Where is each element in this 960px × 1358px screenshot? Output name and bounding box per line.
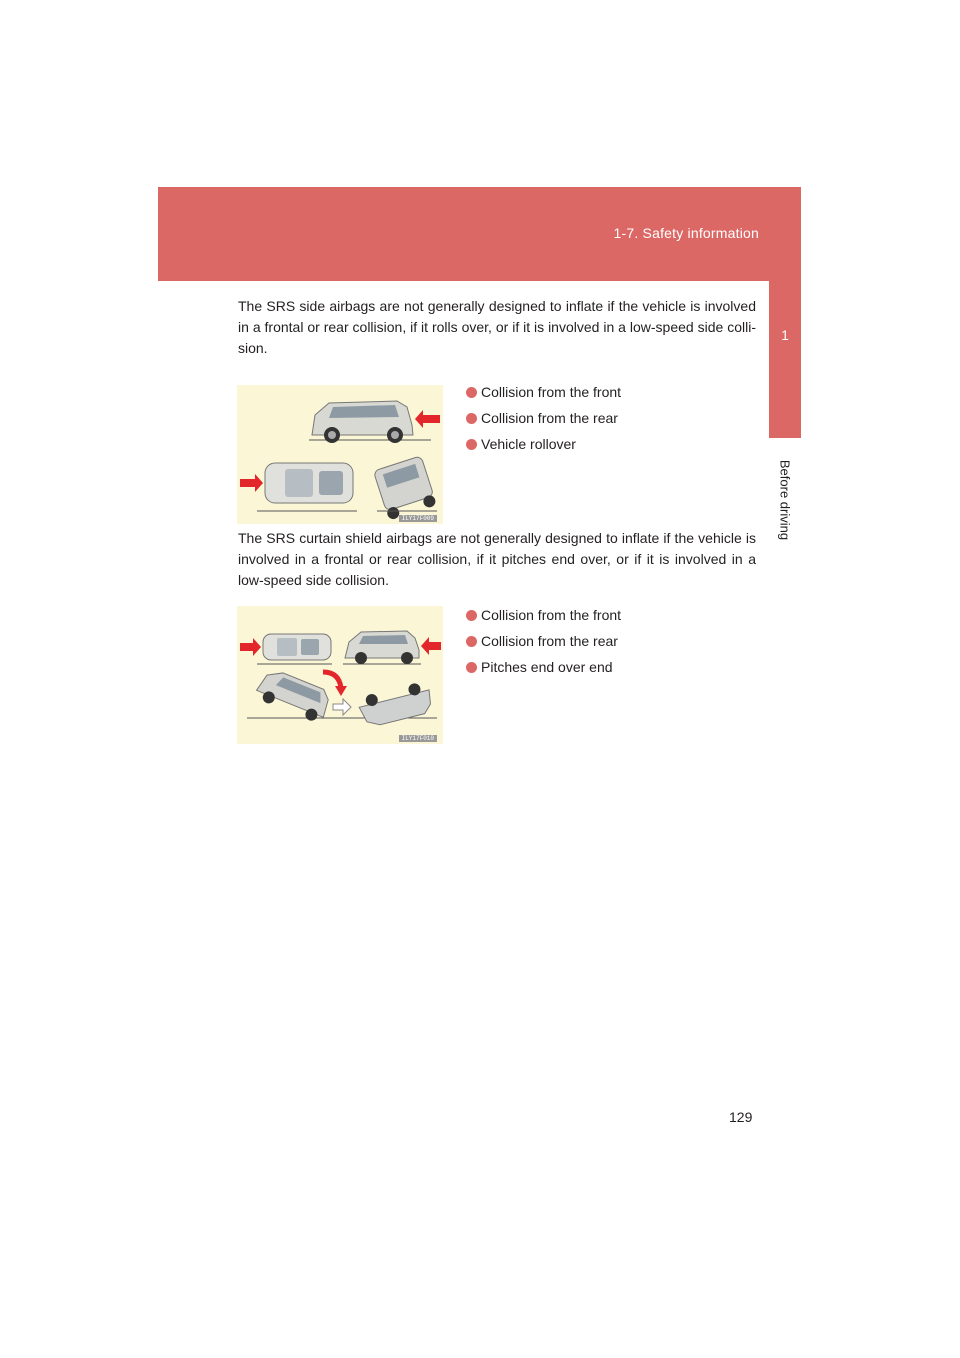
curtain-airbag-bullet-list xyxy=(466,602,621,680)
list-item-text: Collision from the front xyxy=(481,607,622,623)
curtain-airbag-paragraph: The SRS curtain shield airbags are not generally designed to inflate if the vehicle is involved in a frontal or rear collision, if it pitches end over, or if it is involved in a low-speed side collision. xyxy=(238,530,756,588)
bullet-icon xyxy=(466,439,477,450)
list-item-text: Collision from the front xyxy=(481,384,622,400)
list-item-text: Pitches end over end xyxy=(481,659,613,675)
chapter-label: Before driving xyxy=(777,459,793,541)
illustration-code: ILY17F009 xyxy=(399,515,437,522)
list-item xyxy=(466,602,621,628)
section-title: 1-7. Safety information xyxy=(613,225,759,241)
page-number: 129 xyxy=(729,1109,753,1125)
list-item xyxy=(466,628,621,654)
side-airbag-illustration xyxy=(237,385,443,524)
list-item xyxy=(466,379,621,405)
side-airbag-paragraph: The SRS side airbags are not generally designed to inflate if the vehicle is involved in a frontal or rear collision, if it rolls over, or if it is involved in a low-speed side colli-sion. xyxy=(238,298,756,356)
chapter-number: 1 xyxy=(781,327,789,343)
curtain-airbag-illustration xyxy=(237,606,443,744)
list-item xyxy=(466,431,621,457)
bullet-icon xyxy=(466,636,477,647)
list-item xyxy=(466,405,621,431)
list-item-text: Collision from the rear xyxy=(481,410,618,426)
side-airbag-illustration-drawing xyxy=(237,385,443,524)
list-item-text: Collision from the rear xyxy=(481,633,618,649)
bullet-icon xyxy=(466,413,477,424)
list-item-text: Vehicle rollover xyxy=(481,436,576,452)
illustration-code: ILY17F010 xyxy=(399,735,437,742)
side-airbag-bullet-list xyxy=(466,379,621,457)
list-item xyxy=(466,654,621,680)
chapter-tab xyxy=(769,281,801,438)
bullet-icon xyxy=(466,387,477,398)
bullet-icon xyxy=(466,662,477,673)
curtain-airbag-illustration-drawing xyxy=(237,606,443,744)
bullet-icon xyxy=(466,610,477,621)
header-band xyxy=(158,187,801,281)
